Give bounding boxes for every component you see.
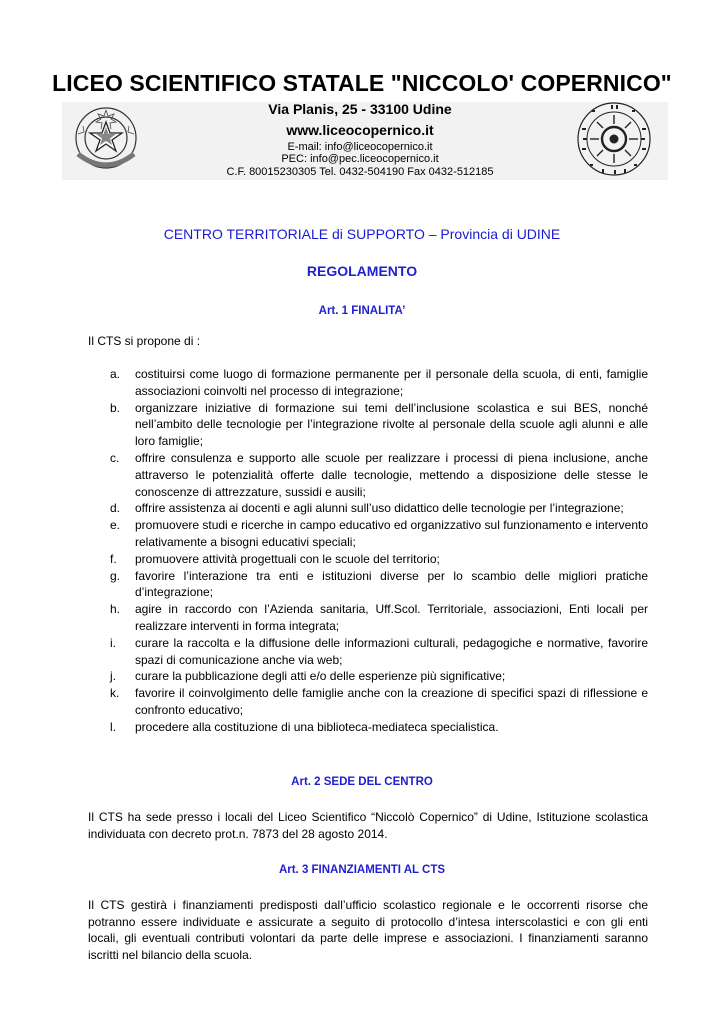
school-pec: PEC: info@pec.liceocopernico.it	[281, 153, 439, 165]
list-item-text: favorire l’interazione tra enti e istituzioni diverse per lo scambio delle migliori pratiche d’integrazione;	[135, 568, 648, 600]
list-item-letter: h.	[110, 602, 121, 617]
art3-paragraph: Il CTS gestirà i finanziamenti predisposti dall’ufficio scolastico regionale e le occorrenti risorse che potranno essere individuate e assicurate a seguito di protocollo d’intesa interscolastici e con gli enti locali, gli eventuali contributi volontari da parte delle imprese e associazioni. I finanziamenti saranno iscritti nel bilancio della scuola.	[88, 898, 648, 962]
list-item-text: agire in raccordo con l’Azienda sanitaria, Uff.Scol. Territoriale, associazioni, Enti locali per realizzare interventi in forma integrata;	[135, 602, 648, 633]
list-item	[88, 551, 648, 568]
list-item	[88, 568, 648, 602]
school-codes: C.F. 80015230305 Tel. 0432-504190 Fax 0432-512185	[226, 166, 494, 178]
list-item	[88, 668, 648, 685]
regolamento-heading: REGOLAMENTO	[306, 263, 418, 279]
school-name: LICEO SCIENTIFICO STATALE "NICCOLO' COPERNICO"	[52, 70, 672, 96]
list-item-letter: b.	[110, 400, 121, 415]
list-item-letter: d.	[110, 501, 121, 516]
list-item-text: costituirsi come luogo di formazione permanente per il personale della scuola, di enti, famiglie associazioni coinvolti nel processo di integrazione;	[135, 367, 648, 398]
art2-paragraph: Il CTS ha sede presso i locali del Liceo Scientifico “Niccolò Copernico” di Udine, Istituzione scolastica individuata con decreto prot.n. 7873 del 28 agosto 2014.	[88, 810, 648, 841]
art1-intro: Il CTS si propone di :	[88, 334, 201, 348]
purpose-list	[88, 366, 648, 736]
art1-heading: Art. 1 FINALITA’	[318, 305, 406, 317]
list-item	[88, 366, 648, 400]
list-item-text: favorire il coinvolgimento delle famiglie anche con la creazione di specifici spazi di riflessione e confronto educativo;	[135, 686, 648, 717]
school-address: Via Planis, 25 - 33100 Udine	[268, 101, 452, 117]
center-title: CENTRO TERRITORIALE di SUPPORTO – Provincia di UDINE	[163, 226, 561, 242]
list-item-letter: i.	[110, 635, 116, 650]
list-item	[88, 635, 648, 669]
list-item-letter: f.	[110, 551, 117, 566]
art3-heading: Art. 3 FINANZIAMENTI AL CTS	[278, 864, 446, 876]
school-website: www.liceocopernico.it	[286, 122, 434, 138]
list-item-letter: a.	[110, 367, 121, 381]
list-item-text: curare la pubblicazione degli atti e/o delle esperienze più significative;	[135, 669, 506, 684]
list-item	[88, 400, 648, 450]
list-item-letter: j.	[110, 669, 116, 684]
list-item	[88, 719, 648, 736]
list-item-text: organizzare iniziative di formazione sui temi dell’inclusione scolastica e sui BES, nonché nell’ambito delle tecnologie per l’integrazione rivolte al personale della scuole agli alunni e alle loro famiglie;	[135, 400, 648, 449]
republic-emblem-icon	[68, 102, 144, 178]
list-item-text: offrire consulenza e supporto alle scuole per realizzare i processi di piena inclusione, anche attraverso le potenzialità offerte dalle tecnologie, mettendo a disposizione delle stesse le conoscenze di attrezzature, sussidi e ausili;	[135, 450, 648, 499]
list-item-letter: c.	[110, 450, 120, 465]
list-item	[88, 450, 648, 500]
list-item-text: promuovere studi e ricerche in campo educativo ed organizzativo sul funzionamento e intervento relativamente a bisogni educativi speciali;	[135, 518, 648, 549]
list-item	[88, 601, 648, 635]
list-item-text: procedere alla costituzione di una biblioteca-mediateca specialistica.	[135, 719, 499, 734]
list-item-text: promuovere attività progettuali con le scuole del territorio;	[135, 551, 440, 566]
list-item-letter: l.	[110, 719, 116, 734]
list-item-letter: k.	[110, 686, 120, 701]
list-item-letter: g.	[110, 568, 121, 583]
list-item	[88, 500, 648, 517]
school-seal-icon	[568, 98, 660, 180]
school-email: E-mail: info@liceocopernico.it	[287, 141, 433, 153]
list-item-text: curare la raccolta e la diffusione delle informazioni culturali, pedagogiche e normative, favorire spazi di comunicazione anche via web;	[135, 635, 648, 667]
list-item	[88, 685, 648, 719]
list-item-letter: e.	[110, 518, 121, 533]
art2-heading: Art. 2 SEDE DEL CENTRO	[291, 776, 433, 788]
list-item	[88, 517, 648, 551]
list-item-text: offrire assistenza ai docenti e agli alunni sull’uso didattico delle tecnologie per l’integrazione;	[135, 501, 624, 516]
